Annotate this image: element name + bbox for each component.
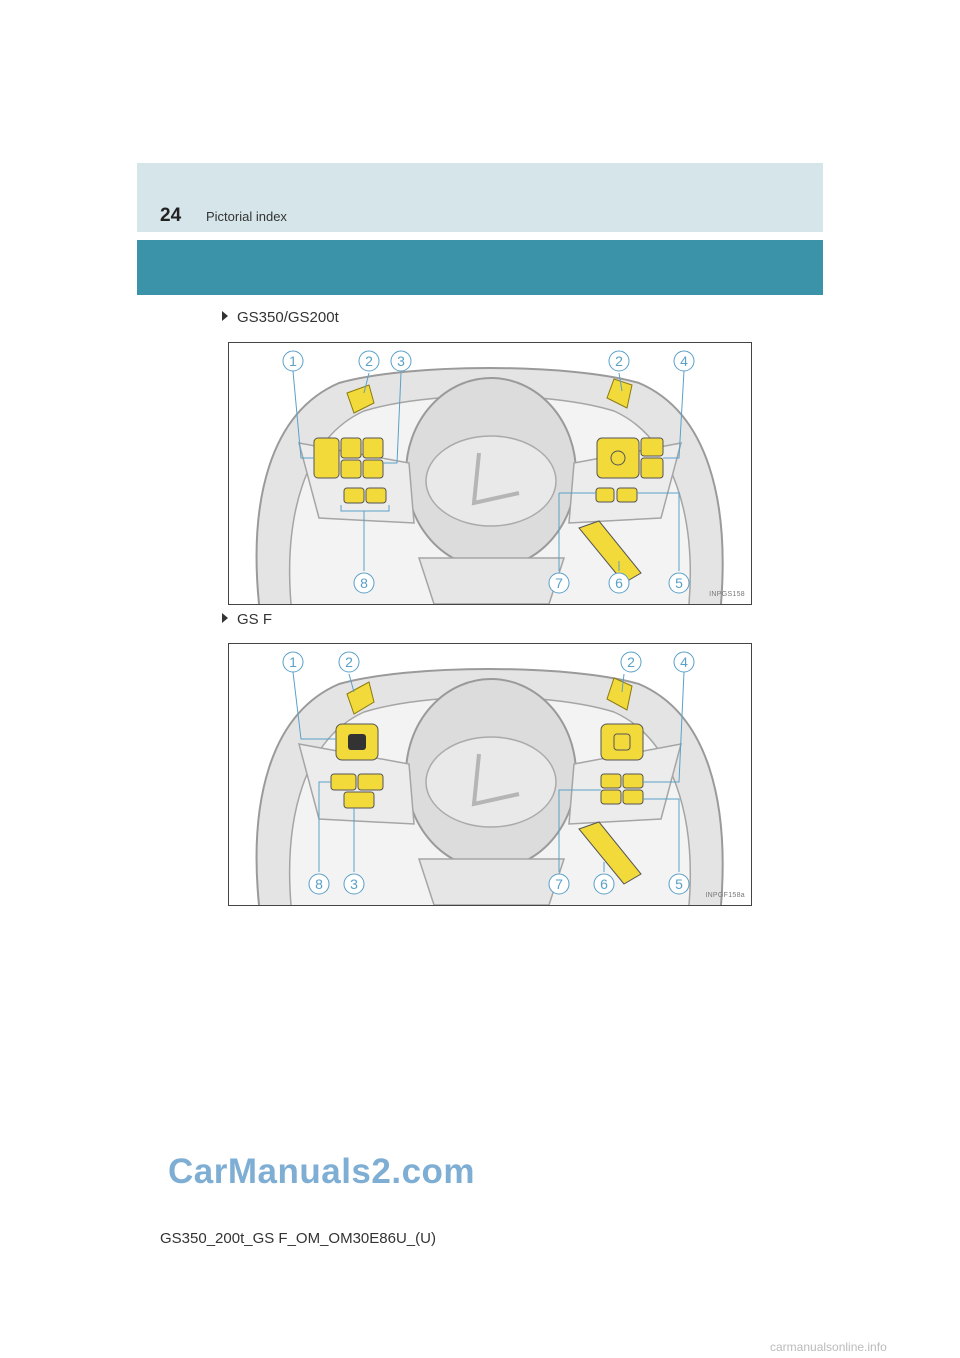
- watermark-logo: CarManuals2.com: [168, 1152, 476, 1191]
- variant-label-text: GS350/GS200t: [237, 309, 339, 326]
- page-number: 24: [160, 205, 182, 226]
- callout-2: 2: [365, 353, 373, 369]
- callout-2: 2: [345, 654, 353, 670]
- callout-7: 7: [555, 575, 563, 591]
- document-id: GS350_200t_GS F_OM_OM30E86U_(U): [160, 1230, 436, 1247]
- steering-wheel-drawing: [229, 343, 751, 604]
- callout-4: 4: [680, 654, 688, 670]
- steering-wheel-figure-gsf: [228, 643, 752, 906]
- callout-8: 8: [360, 575, 368, 591]
- callout-2b: 2: [615, 353, 623, 369]
- callout-3: 3: [397, 353, 405, 369]
- variant-label-gs350: [222, 309, 339, 326]
- variant-label-gsf: [222, 611, 272, 628]
- watermark-secondary: carmanualsonline.info: [770, 1340, 887, 1354]
- section-title: Pictorial index: [206, 209, 287, 224]
- steering-wheel-figure-gs350: [228, 342, 752, 605]
- variant-label-text: GS F: [237, 611, 273, 628]
- steering-wheel-drawing: [229, 644, 751, 905]
- callout-6: 6: [615, 575, 623, 591]
- figure-code: INPGF158a: [705, 892, 745, 899]
- section-band: [137, 240, 823, 295]
- figure-code: INPGS158: [709, 591, 745, 598]
- callout-4: 4: [680, 353, 688, 369]
- callout-1: 1: [289, 353, 297, 369]
- callout-5: 5: [675, 876, 683, 892]
- callout-5: 5: [675, 575, 683, 591]
- triangle-bullet-icon: [222, 613, 228, 623]
- callout-1: 1: [289, 654, 297, 670]
- callout-7: 7: [555, 876, 563, 892]
- callout-6: 6: [600, 876, 608, 892]
- callout-2b: 2: [627, 654, 635, 670]
- callout-8: 8: [315, 876, 323, 892]
- triangle-bullet-icon: [222, 311, 228, 321]
- callout-3: 3: [350, 876, 358, 892]
